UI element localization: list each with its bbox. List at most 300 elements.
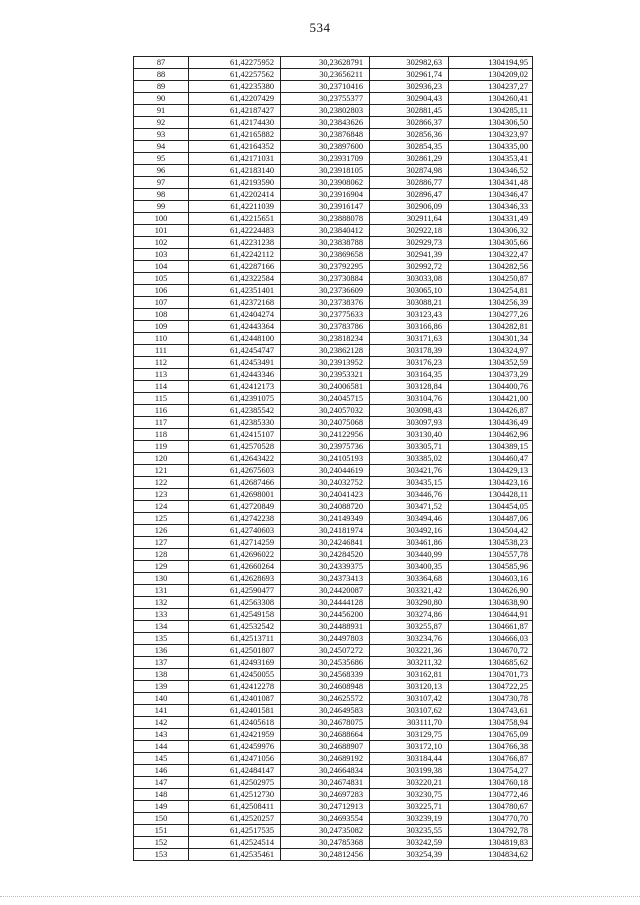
y-coordinate-cell: 1304722,25 [449, 681, 533, 693]
latitude-cell: 61,42549158 [189, 609, 281, 621]
table-row [134, 489, 533, 501]
table-row [134, 573, 533, 585]
table-row [134, 741, 533, 753]
longitude-cell: 30,24045715 [281, 393, 370, 405]
x-coordinate-cell: 303321,42 [370, 585, 449, 597]
longitude-cell: 30,23656211 [281, 69, 370, 81]
table-row [134, 729, 533, 741]
x-coordinate-cell: 302886,77 [370, 177, 449, 189]
point-number-cell: 140 [134, 693, 189, 705]
table-row [134, 513, 533, 525]
longitude-cell: 30,23792295 [281, 261, 370, 273]
longitude-cell: 30,24812456 [281, 849, 370, 861]
table-row [134, 117, 533, 129]
x-coordinate-cell: 303492,16 [370, 525, 449, 537]
x-coordinate-cell: 303225,71 [370, 801, 449, 813]
y-coordinate-cell: 1304538,23 [449, 537, 533, 549]
y-coordinate-cell: 1304341,48 [449, 177, 533, 189]
latitude-cell: 61,42513711 [189, 633, 281, 645]
y-coordinate-cell: 1304557,78 [449, 549, 533, 561]
longitude-cell: 30,23862128 [281, 345, 370, 357]
table-row [134, 105, 533, 117]
page-number: 534 [309, 20, 331, 35]
x-coordinate-cell: 303274,86 [370, 609, 449, 621]
longitude-cell: 30,24688907 [281, 741, 370, 753]
y-coordinate-cell: 1304460,47 [449, 453, 533, 465]
point-number-cell: 87 [134, 57, 189, 69]
x-coordinate-cell: 303104,76 [370, 393, 449, 405]
table-row [134, 501, 533, 513]
latitude-cell: 61,42215651 [189, 213, 281, 225]
x-coordinate-cell: 302982,63 [370, 57, 449, 69]
latitude-cell: 61,42687466 [189, 477, 281, 489]
y-coordinate-cell: 1304260,41 [449, 93, 533, 105]
point-number-cell: 131 [134, 585, 189, 597]
latitude-cell: 61,42448100 [189, 333, 281, 345]
y-coordinate-cell: 1304819,83 [449, 837, 533, 849]
latitude-cell: 61,42207429 [189, 93, 281, 105]
point-number-cell: 151 [134, 825, 189, 837]
longitude-cell: 30,23908062 [281, 177, 370, 189]
point-number-cell: 141 [134, 705, 189, 717]
x-coordinate-cell: 302854,35 [370, 141, 449, 153]
point-number-cell: 113 [134, 369, 189, 381]
y-coordinate-cell: 1304209,02 [449, 69, 533, 81]
longitude-cell: 30,24284520 [281, 549, 370, 561]
table-row [134, 789, 533, 801]
y-coordinate-cell: 1304254,81 [449, 285, 533, 297]
latitude-cell: 61,42164352 [189, 141, 281, 153]
latitude-cell: 61,42628693 [189, 573, 281, 585]
point-number-cell: 125 [134, 513, 189, 525]
table-row [134, 717, 533, 729]
point-number-cell: 122 [134, 477, 189, 489]
longitude-cell: 30,23802803 [281, 105, 370, 117]
longitude-cell: 30,23843626 [281, 117, 370, 129]
latitude-cell: 61,42275952 [189, 57, 281, 69]
y-coordinate-cell: 1304730,78 [449, 693, 533, 705]
point-number-cell: 119 [134, 441, 189, 453]
table-row [134, 645, 533, 657]
y-coordinate-cell: 1304765,09 [449, 729, 533, 741]
latitude-cell: 61,42224483 [189, 225, 281, 237]
x-coordinate-cell: 303164,35 [370, 369, 449, 381]
table-row [134, 801, 533, 813]
table-row [134, 705, 533, 717]
latitude-cell: 61,42322584 [189, 273, 281, 285]
y-coordinate-cell: 1304792,78 [449, 825, 533, 837]
y-coordinate-cell: 1304346,47 [449, 189, 533, 201]
y-coordinate-cell: 1304322,47 [449, 249, 533, 261]
x-coordinate-cell: 302929,73 [370, 237, 449, 249]
latitude-cell: 61,42401087 [189, 693, 281, 705]
latitude-cell: 61,42471056 [189, 753, 281, 765]
y-coordinate-cell: 1304462,96 [449, 429, 533, 441]
point-number-cell: 152 [134, 837, 189, 849]
table-row [134, 657, 533, 669]
y-coordinate-cell: 1304335,00 [449, 141, 533, 153]
x-coordinate-cell: 302911,64 [370, 213, 449, 225]
y-coordinate-cell: 1304323,97 [449, 129, 533, 141]
longitude-cell: 30,23913952 [281, 357, 370, 369]
table-row [134, 189, 533, 201]
x-coordinate-cell: 302992,72 [370, 261, 449, 273]
table-row [134, 333, 533, 345]
y-coordinate-cell: 1304770,70 [449, 813, 533, 825]
point-number-cell: 89 [134, 81, 189, 93]
latitude-cell: 61,42570528 [189, 441, 281, 453]
x-coordinate-cell: 302961,74 [370, 69, 449, 81]
x-coordinate-cell: 303088,21 [370, 297, 449, 309]
longitude-cell: 30,23738376 [281, 297, 370, 309]
table-row [134, 597, 533, 609]
longitude-cell: 30,24246841 [281, 537, 370, 549]
x-coordinate-cell: 303097,93 [370, 417, 449, 429]
x-coordinate-cell: 303242,59 [370, 837, 449, 849]
point-number-cell: 92 [134, 117, 189, 129]
longitude-cell: 30,24568339 [281, 669, 370, 681]
point-number-cell: 120 [134, 453, 189, 465]
x-coordinate-cell: 302922,18 [370, 225, 449, 237]
latitude-cell: 61,42351401 [189, 285, 281, 297]
table-row [134, 537, 533, 549]
latitude-cell: 61,42401581 [189, 705, 281, 717]
point-number-cell: 137 [134, 657, 189, 669]
point-number-cell: 109 [134, 321, 189, 333]
point-number-cell: 108 [134, 309, 189, 321]
table-row [134, 393, 533, 405]
y-coordinate-cell: 1304834,62 [449, 849, 533, 861]
y-coordinate-cell: 1304237,27 [449, 81, 533, 93]
point-number-cell: 124 [134, 501, 189, 513]
table-row [134, 681, 533, 693]
y-coordinate-cell: 1304421,00 [449, 393, 533, 405]
x-coordinate-cell: 303385,02 [370, 453, 449, 465]
longitude-cell: 30,23628791 [281, 57, 370, 69]
point-number-cell: 133 [134, 609, 189, 621]
y-coordinate-cell: 1304256,39 [449, 297, 533, 309]
point-number-cell: 95 [134, 153, 189, 165]
latitude-cell: 61,42257562 [189, 69, 281, 81]
longitude-cell: 30,24044619 [281, 465, 370, 477]
x-coordinate-cell: 303176,23 [370, 357, 449, 369]
point-number-cell: 116 [134, 405, 189, 417]
point-number-cell: 127 [134, 537, 189, 549]
longitude-cell: 30,24608948 [281, 681, 370, 693]
point-number-cell: 148 [134, 789, 189, 801]
point-number-cell: 135 [134, 633, 189, 645]
y-coordinate-cell: 1304373,29 [449, 369, 533, 381]
x-coordinate-cell: 303421,76 [370, 465, 449, 477]
y-coordinate-cell: 1304331,49 [449, 213, 533, 225]
longitude-cell: 30,24688664 [281, 729, 370, 741]
x-coordinate-cell: 302896,47 [370, 189, 449, 201]
latitude-cell: 61,42443346 [189, 369, 281, 381]
y-coordinate-cell: 1304780,67 [449, 801, 533, 813]
table-row [134, 249, 533, 261]
longitude-cell: 30,24339375 [281, 561, 370, 573]
longitude-cell: 30,24712913 [281, 801, 370, 813]
x-coordinate-cell: 303221,36 [370, 645, 449, 657]
latitude-cell: 61,42242112 [189, 249, 281, 261]
point-number-cell: 138 [134, 669, 189, 681]
point-number-cell: 126 [134, 525, 189, 537]
point-number-cell: 129 [134, 561, 189, 573]
x-coordinate-cell: 303290,80 [370, 597, 449, 609]
latitude-cell: 61,42231238 [189, 237, 281, 249]
table-row [134, 225, 533, 237]
longitude-cell: 30,24678075 [281, 717, 370, 729]
latitude-cell: 61,42165882 [189, 129, 281, 141]
table-row [134, 561, 533, 573]
latitude-cell: 61,42211039 [189, 201, 281, 213]
x-coordinate-cell: 303400,35 [370, 561, 449, 573]
latitude-cell: 61,42512730 [189, 789, 281, 801]
y-coordinate-cell: 1304760,18 [449, 777, 533, 789]
y-coordinate-cell: 1304666,03 [449, 633, 533, 645]
x-coordinate-cell: 302906,09 [370, 201, 449, 213]
longitude-cell: 30,24785368 [281, 837, 370, 849]
latitude-cell: 61,42405618 [189, 717, 281, 729]
y-coordinate-cell: 1304277,26 [449, 309, 533, 321]
table-row [134, 477, 533, 489]
point-number-cell: 88 [134, 69, 189, 81]
latitude-cell: 61,42287166 [189, 261, 281, 273]
table-row [134, 837, 533, 849]
y-coordinate-cell: 1304429,13 [449, 465, 533, 477]
latitude-cell: 61,42415107 [189, 429, 281, 441]
x-coordinate-cell: 303128,84 [370, 381, 449, 393]
table-row [134, 825, 533, 837]
x-coordinate-cell: 303239,19 [370, 813, 449, 825]
coordinates-table [133, 56, 533, 861]
longitude-cell: 30,24674831 [281, 777, 370, 789]
table-row [134, 177, 533, 189]
y-coordinate-cell: 1304487,06 [449, 513, 533, 525]
y-coordinate-cell: 1304585,96 [449, 561, 533, 573]
latitude-cell: 61,42520257 [189, 813, 281, 825]
longitude-cell: 30,24535686 [281, 657, 370, 669]
longitude-cell: 30,24373413 [281, 573, 370, 585]
point-number-cell: 97 [134, 177, 189, 189]
table-row [134, 849, 533, 861]
longitude-cell: 30,23755377 [281, 93, 370, 105]
point-number-cell: 110 [134, 333, 189, 345]
longitude-cell: 30,24689192 [281, 753, 370, 765]
point-number-cell: 114 [134, 381, 189, 393]
longitude-cell: 30,24088720 [281, 501, 370, 513]
latitude-cell: 61,42508411 [189, 801, 281, 813]
x-coordinate-cell: 302856,36 [370, 129, 449, 141]
y-coordinate-cell: 1304301,34 [449, 333, 533, 345]
latitude-cell: 61,42698001 [189, 489, 281, 501]
y-coordinate-cell: 1304638,90 [449, 597, 533, 609]
latitude-cell: 61,42590477 [189, 585, 281, 597]
point-number-cell: 94 [134, 141, 189, 153]
point-number-cell: 139 [134, 681, 189, 693]
point-number-cell: 101 [134, 225, 189, 237]
latitude-cell: 61,42501807 [189, 645, 281, 657]
longitude-cell: 30,23975736 [281, 441, 370, 453]
y-coordinate-cell: 1304685,62 [449, 657, 533, 669]
x-coordinate-cell: 303107,62 [370, 705, 449, 717]
y-coordinate-cell: 1304766,38 [449, 741, 533, 753]
point-number-cell: 107 [134, 297, 189, 309]
x-coordinate-cell: 303305,71 [370, 441, 449, 453]
latitude-cell: 61,42385542 [189, 405, 281, 417]
longitude-cell: 30,24105193 [281, 453, 370, 465]
y-coordinate-cell: 1304346,52 [449, 165, 533, 177]
point-number-cell: 100 [134, 213, 189, 225]
longitude-cell: 30,24649583 [281, 705, 370, 717]
longitude-cell: 30,24006581 [281, 381, 370, 393]
table-row [134, 765, 533, 777]
longitude-cell: 30,23783786 [281, 321, 370, 333]
y-coordinate-cell: 1304400,76 [449, 381, 533, 393]
longitude-cell: 30,24625572 [281, 693, 370, 705]
x-coordinate-cell: 302874,98 [370, 165, 449, 177]
table-row [134, 465, 533, 477]
point-number-cell: 103 [134, 249, 189, 261]
table-row [134, 141, 533, 153]
latitude-cell: 61,42202414 [189, 189, 281, 201]
latitude-cell: 61,42385330 [189, 417, 281, 429]
x-coordinate-cell: 303199,38 [370, 765, 449, 777]
table-row [134, 213, 533, 225]
y-coordinate-cell: 1304194,95 [449, 57, 533, 69]
x-coordinate-cell: 303184,44 [370, 753, 449, 765]
table-row [134, 93, 533, 105]
table-row [134, 81, 533, 93]
x-coordinate-cell: 303107,42 [370, 693, 449, 705]
table-row [134, 417, 533, 429]
point-number-cell: 146 [134, 765, 189, 777]
table-row [134, 69, 533, 81]
x-coordinate-cell: 303162,81 [370, 669, 449, 681]
latitude-cell: 61,42517535 [189, 825, 281, 837]
x-coordinate-cell: 303178,39 [370, 345, 449, 357]
table-row [134, 621, 533, 633]
y-coordinate-cell: 1304504,42 [449, 525, 533, 537]
table-row [134, 381, 533, 393]
table-row [134, 273, 533, 285]
x-coordinate-cell: 302936,23 [370, 81, 449, 93]
y-coordinate-cell: 1304644,91 [449, 609, 533, 621]
table-row [134, 633, 533, 645]
latitude-cell: 61,42720849 [189, 501, 281, 513]
latitude-cell: 61,42740603 [189, 525, 281, 537]
x-coordinate-cell: 302881,45 [370, 105, 449, 117]
y-coordinate-cell: 1304428,11 [449, 489, 533, 501]
longitude-cell: 30,23918105 [281, 165, 370, 177]
point-number-cell: 99 [134, 201, 189, 213]
longitude-cell: 30,24181974 [281, 525, 370, 537]
latitude-cell: 61,42535461 [189, 849, 281, 861]
latitude-cell: 61,42502975 [189, 777, 281, 789]
point-number-cell: 106 [134, 285, 189, 297]
point-number-cell: 115 [134, 393, 189, 405]
point-number-cell: 150 [134, 813, 189, 825]
x-coordinate-cell: 303494,46 [370, 513, 449, 525]
x-coordinate-cell: 303171,63 [370, 333, 449, 345]
table-row [134, 165, 533, 177]
longitude-cell: 30,24664834 [281, 765, 370, 777]
longitude-cell: 30,24444128 [281, 597, 370, 609]
x-coordinate-cell: 303220,21 [370, 777, 449, 789]
longitude-cell: 30,24497803 [281, 633, 370, 645]
longitude-cell: 30,23897600 [281, 141, 370, 153]
y-coordinate-cell: 1304324,97 [449, 345, 533, 357]
x-coordinate-cell: 303446,76 [370, 489, 449, 501]
longitude-cell: 30,23953321 [281, 369, 370, 381]
latitude-cell: 61,42412173 [189, 381, 281, 393]
x-coordinate-cell: 303234,76 [370, 633, 449, 645]
y-coordinate-cell: 1304743,61 [449, 705, 533, 717]
point-number-cell: 145 [134, 753, 189, 765]
y-coordinate-cell: 1304772,46 [449, 789, 533, 801]
longitude-cell: 30,23840412 [281, 225, 370, 237]
latitude-cell: 61,42450055 [189, 669, 281, 681]
longitude-cell: 30,23888078 [281, 213, 370, 225]
y-coordinate-cell: 1304250,87 [449, 273, 533, 285]
x-coordinate-cell: 303098,43 [370, 405, 449, 417]
table-row [134, 429, 533, 441]
y-coordinate-cell: 1304626,90 [449, 585, 533, 597]
table-row [134, 813, 533, 825]
point-number-cell: 98 [134, 189, 189, 201]
y-coordinate-cell: 1304454,05 [449, 501, 533, 513]
table-row [134, 309, 533, 321]
x-coordinate-cell: 303440,99 [370, 549, 449, 561]
latitude-cell: 61,42404274 [189, 309, 281, 321]
longitude-cell: 30,23730884 [281, 273, 370, 285]
point-number-cell: 128 [134, 549, 189, 561]
x-coordinate-cell: 302941,39 [370, 249, 449, 261]
y-coordinate-cell: 1304670,72 [449, 645, 533, 657]
longitude-cell: 30,24456200 [281, 609, 370, 621]
x-coordinate-cell: 303172,10 [370, 741, 449, 753]
table-row [134, 753, 533, 765]
latitude-cell: 61,42742238 [189, 513, 281, 525]
point-number-cell: 123 [134, 489, 189, 501]
longitude-cell: 30,23775633 [281, 309, 370, 321]
table-row [134, 525, 533, 537]
y-coordinate-cell: 1304661,87 [449, 621, 533, 633]
table-row [134, 297, 533, 309]
table-row [134, 405, 533, 417]
table-row [134, 285, 533, 297]
longitude-cell: 30,23931709 [281, 153, 370, 165]
table-row [134, 453, 533, 465]
point-number-cell: 93 [134, 129, 189, 141]
longitude-cell: 30,24735082 [281, 825, 370, 837]
latitude-cell: 61,42183140 [189, 165, 281, 177]
y-coordinate-cell: 1304346,33 [449, 201, 533, 213]
x-coordinate-cell: 303254,39 [370, 849, 449, 861]
point-number-cell: 111 [134, 345, 189, 357]
table-row [134, 369, 533, 381]
x-coordinate-cell: 303130,40 [370, 429, 449, 441]
latitude-cell: 61,42484147 [189, 765, 281, 777]
point-number-cell: 144 [134, 741, 189, 753]
longitude-cell: 30,24075068 [281, 417, 370, 429]
x-coordinate-cell: 303033,08 [370, 273, 449, 285]
x-coordinate-cell: 302904,43 [370, 93, 449, 105]
point-number-cell: 142 [134, 717, 189, 729]
point-number-cell: 132 [134, 597, 189, 609]
table-row [134, 321, 533, 333]
table-row [134, 129, 533, 141]
